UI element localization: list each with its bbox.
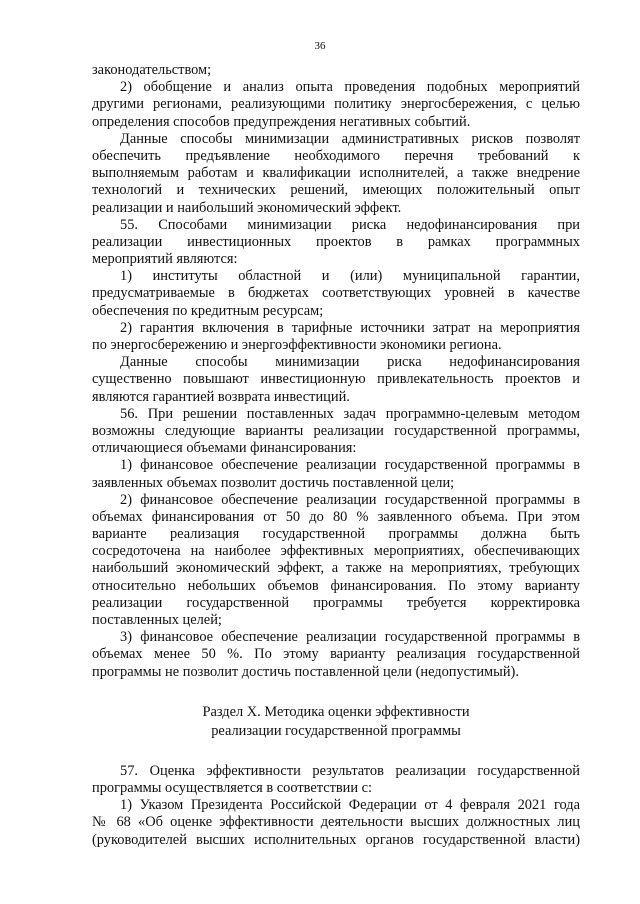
text-line: № 68 «Об оценке эффективности деятельности высших должностных лиц [92, 814, 580, 831]
text-line: отличающиеся объемами финансирования: [92, 440, 357, 457]
page-number: 36 [314, 40, 326, 52]
text-line: 1) Указом Президента Российской Федерации от 4 февраля 2021 года [120, 797, 580, 814]
text-line: мероприятий являются: [92, 251, 238, 268]
text-line: реализации государственной программы требуется корректировка [92, 594, 580, 611]
text-line: наибольший экономический эффект, а также на мероприятиях, требующих [92, 560, 580, 577]
section-heading [92, 703, 580, 741]
spacer [92, 741, 580, 763]
text-line: 1) институты областной и (или) муниципальной гарантии, [120, 268, 580, 285]
text-line: Данные способы минимизации административных рисков позволят [120, 130, 580, 147]
spacer [92, 681, 580, 703]
text-line: предусматриваемые в бюджетах соответствующих уровней в качестве [92, 285, 580, 302]
text-line: существенно повышают инвестиционную привлекательность проектов и [92, 371, 580, 388]
text-line: законодательством; [92, 62, 212, 78]
text-line: 1) финансовое обеспечение реализации государственной программы в [120, 457, 580, 474]
text-line: сосредоточена на наиболее эффективных мероприятиях, обеспечивающих [92, 543, 580, 560]
section-heading-line-1: Раздел X. Методика оценки эффективности [202, 703, 470, 720]
text-line: 57. Оценка эффективности результатов реализации государственной [120, 762, 580, 779]
text-line: Данные способы минимизации риска недофинансирования [120, 354, 580, 371]
document-body [92, 62, 580, 849]
text-line: другими регионами, реализующими политику энергосбережения, с целью [92, 96, 580, 113]
text-line: 2) финансовое обеспечение реализации государственной программы в [120, 491, 580, 508]
paragraph-block [92, 763, 580, 849]
text-line: 3) финансовое обеспечение реализации государственной программы в [120, 629, 580, 646]
text-line: относительно небольших объемов финансирования. По этому варианту [92, 577, 580, 594]
text-line: возможны следующие варианты реализации государственной программы, [92, 422, 580, 439]
text-line: реализации инвестиционных проектов в рамках программных [92, 233, 580, 250]
text-line: программы не позволит достичь поставленной цели (недопустимый). [92, 663, 519, 680]
text-line: (руководителей высших исполнительных органов государственной власти) [92, 831, 580, 848]
text-line: определения способов предупреждения негативных событий. [92, 113, 471, 130]
text-line: 55. Способами минимизации риска недофинансирования при [120, 216, 580, 233]
text-line: заявленных объемах позволит достичь поставленной цели; [92, 474, 455, 491]
text-line: являются гарантией возврата инвестиций. [92, 388, 350, 405]
text-line: обеспечения по кредитным ресурсам; [92, 302, 324, 319]
text-line: обеспечить предъявление необходимого перечня требований к [92, 147, 580, 164]
text-line: технологий и технических решений, имеющих положительный опыт [92, 182, 580, 199]
text-line: 2) гарантия включения в тарифные источники затрат на мероприятия [120, 319, 580, 336]
text-line: выполняемым работам и квалификации исполнителей, а также внедрение [92, 165, 580, 182]
paragraph-block [92, 62, 580, 681]
text-line: реализации и наибольший экономический эффект. [92, 199, 402, 216]
text-line: варианте реализация государственной программы должна быть [92, 526, 580, 543]
text-line: 56. При решении поставленных задач программно-целевым методом [120, 405, 580, 422]
text-line: объемах менее 50 %. По этому варианту реализация государственной [92, 646, 580, 663]
text-line: программы осуществляется в соответствии с: [92, 779, 373, 796]
section-heading-line-2: реализации государственной программы [211, 722, 461, 739]
text-line: 2) обобщение и анализ опыта проведения подобных мероприятий [120, 79, 580, 96]
text-line: объемах финансирования от 50 до 80 % заявленного объема. При этом [92, 508, 580, 525]
text-line: по энергосбережению и энергоэффективности экономики региона. [92, 337, 502, 353]
text-line: поставленных целей; [92, 612, 222, 628]
